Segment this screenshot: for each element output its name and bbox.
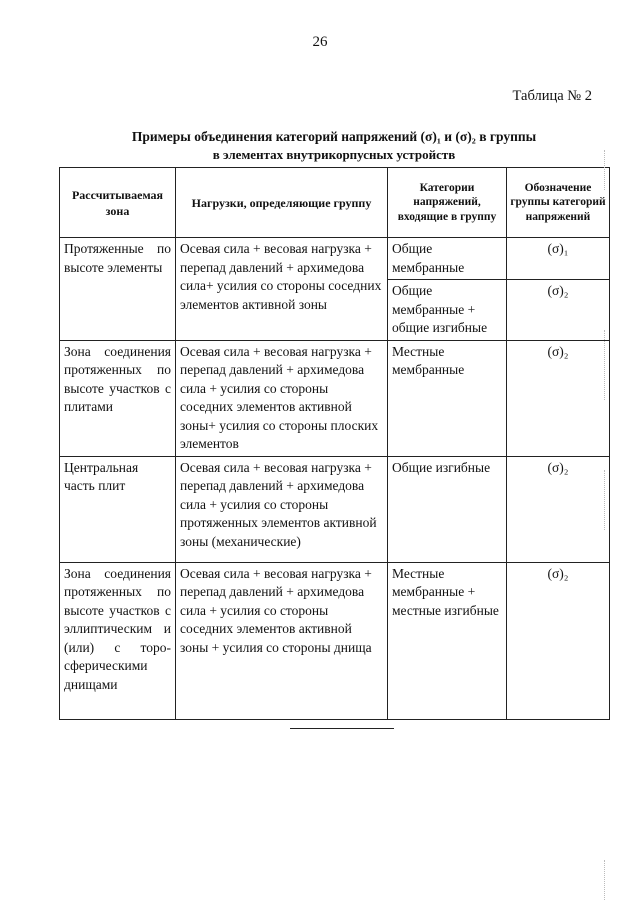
table-row <box>60 238 610 280</box>
loads-cell: Осевая сила + весовая нагрузка + перепад давлений + архимедова сила+ усилия со стороны соседних элементов активной зоны <box>176 238 388 341</box>
categories-cell: Местные мембранные + местные изгибные <box>388 562 507 719</box>
symbol-cell: (σ)₁ <box>507 238 610 280</box>
table-header-row <box>60 168 610 238</box>
scan-edge-mark <box>604 860 605 900</box>
scan-edge-mark <box>604 470 605 530</box>
caption-line-2: в элементах внутрикорпусных устройств <box>212 147 456 162</box>
scan-edge-mark <box>604 150 605 190</box>
table-label: Таблица № 2 <box>512 88 592 104</box>
table-row <box>60 456 610 562</box>
zone-cell: Протяженные по высоте элементы <box>60 238 176 341</box>
symbol-cell: (σ)₂ <box>507 562 610 719</box>
table-row <box>60 562 610 719</box>
categories-cell: Местные мембранные <box>388 340 507 456</box>
symbol-cell: (σ)₂ <box>507 456 610 562</box>
table-caption <box>60 128 608 164</box>
zone-cell: Зона соединения протяженных по высоте участков с плитами <box>60 340 176 456</box>
header-zone: Рассчитываемая зона <box>60 168 176 238</box>
header-loads: Нагрузки, определяющие группу <box>176 168 388 238</box>
header-categories: Категории напряжений, входящие в группу <box>388 168 507 238</box>
categories-cell: Общие мембранные + общие изгибные <box>388 280 507 341</box>
stress-groups-table <box>59 167 610 720</box>
footnote-rule <box>290 728 394 729</box>
loads-cell: Осевая сила + весовая нагрузка + перепад давлений + архимедова сила + усилия со стороны соседних элементов активной зоны + усилия со стороны днища <box>176 562 388 719</box>
symbol-cell: (σ)₂ <box>507 280 610 341</box>
symbol-cell: (σ)₂ <box>507 340 610 456</box>
zone-cell: Зона соединения протяженных по высоте участков с эллиптическим и (или) с торо-сферическими днищами <box>60 562 176 719</box>
page-number: 26 <box>312 34 328 50</box>
caption-line-1: Примеры объединения категорий напряжений (σ)₁ и (σ)₂ в группы <box>131 129 537 144</box>
header-symbol: Обозначение группы категорий напряжений <box>507 168 610 238</box>
categories-cell: Общие мембранные <box>388 238 507 280</box>
loads-cell: Осевая сила + весовая нагрузка + перепад давлений + архимедова сила + усилия со стороны протяженных элементов активной зоны (механические) <box>176 456 388 562</box>
scan-edge-mark <box>604 330 605 400</box>
loads-cell: Осевая сила + весовая нагрузка + перепад давлений + архимедова сила + усилия со стороны соседних элементов активной зоны+ усилия со стороны плоских элементов <box>176 340 388 456</box>
categories-cell: Общие изгибные <box>388 456 507 562</box>
zone-cell: Центральная часть плит <box>60 456 176 562</box>
table-row <box>60 340 610 456</box>
